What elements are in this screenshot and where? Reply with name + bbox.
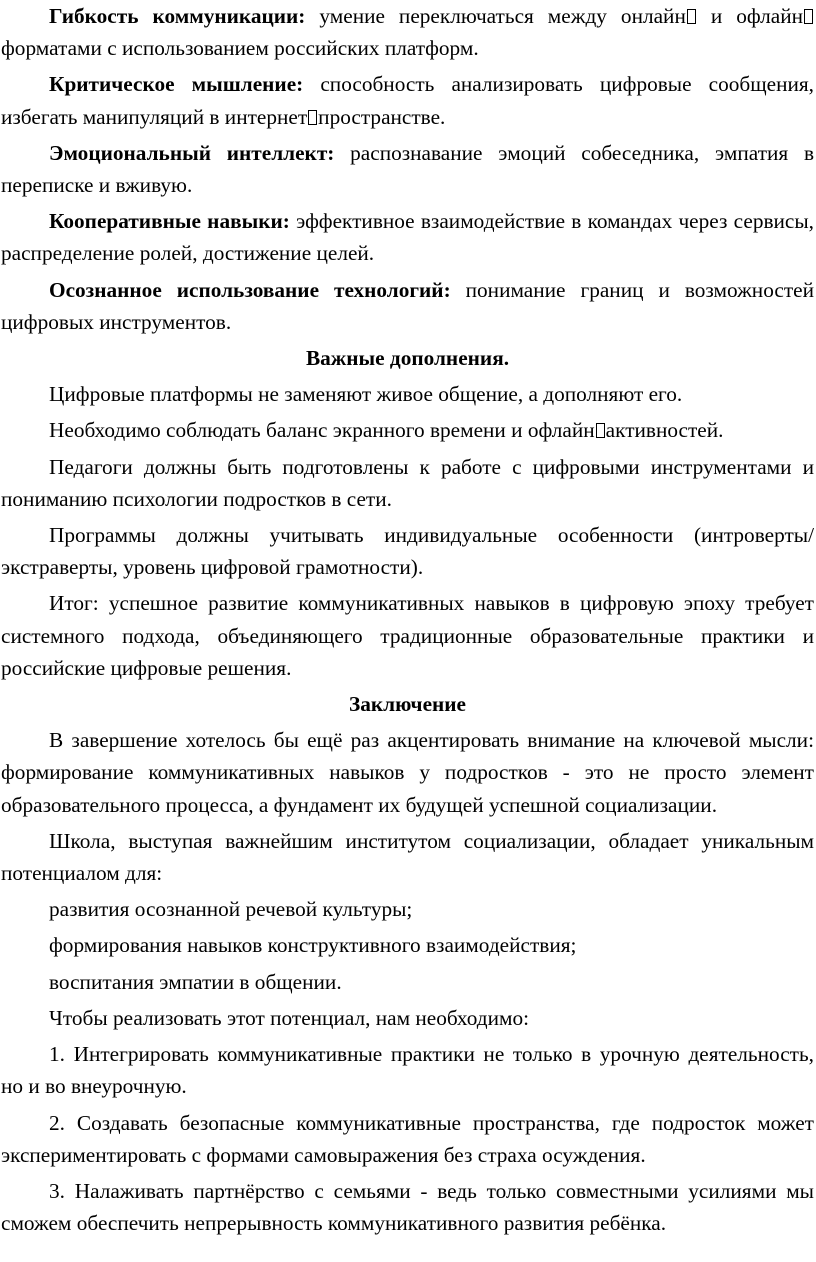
competency-term: Осознанное использование технологий: (49, 277, 451, 302)
conclusion-paragraph: Школа, выступая важнейшим институтом социализации, обладает уникальным потенциалом для: (1, 828, 814, 886)
competency-term: Эмоциональный интеллект: (49, 140, 335, 165)
competency-text: понимание границ и возможностей цифровых инструментов. (1, 277, 814, 334)
missing-glyph-icon (596, 423, 605, 438)
additions-paragraph: Цифровые платформы не заменяют живое общение, а дополняют его. (49, 382, 683, 407)
conclusion-paragraph: Чтобы реализовать этот потенциал, нам необходимо: (49, 1005, 530, 1030)
missing-glyph-icon (308, 110, 317, 125)
competency-term: Критическое мышление: (49, 72, 304, 97)
missing-glyph-icon (804, 9, 813, 24)
competency-text: способность анализировать цифровые сообщения, избегать манипуляций в интернет (1, 72, 814, 129)
competency-emotional-intelligence (1, 137, 814, 201)
competency-text: пространстве. (318, 104, 446, 129)
missing-glyph-icon (687, 9, 696, 24)
conclusion-paragraph: В завершение хотелось бы ещё раз акцентировать внимание на ключевой мысли: формирование коммуникативных навыков у подростков - это не просто элемент образовательного процесса, а фундамент их будущей успешной социализации. (1, 728, 814, 817)
additions-paragraph: Программы должны учитывать индивидуальные особенности (интроверты/экстраверты, уровень цифровой грамотности). (1, 523, 814, 580)
competency-text: форматами с использованием российских платформ. (1, 36, 479, 61)
additions-heading: Важные дополнения. (305, 346, 510, 371)
competency-text: распознавание эмоций собеседника, эмпатия в переписке и вживую. (1, 140, 815, 198)
paragraph-text: активностей. (605, 418, 724, 443)
numbered-step: 1. Интегрировать коммуникативные практики не только в урочную деятельность, но и во внеурочную. (1, 1042, 814, 1099)
list-item: развития осознанной речевой культуры; (49, 897, 413, 922)
additions-summary: Итог: успешное развитие коммуникативных навыков в цифровую эпоху требует системного подхода, объединяющего традиционные образовательные практики и российские цифровые решения. (1, 591, 814, 680)
competency-text: умение переключаться между онлайн (305, 4, 686, 28)
competency-text: и офлайн (696, 4, 804, 28)
additions-paragraph: Педагоги должны быть подготовлены к работе с цифровыми инструментами и пониманию психологии подростков в сети. (1, 454, 814, 511)
list-item: воспитания эмпатии в общении. (49, 969, 342, 994)
numbered-step: 3. Налаживать партнёрство с семьями - ведь только совместными усилиями мы сможем обеспечить непрерывность коммуникативного развития ребёнка. (1, 1178, 814, 1236)
competency-cooperation (1, 205, 814, 269)
numbered-step: 2. Создавать безопасные коммуникативные пространства, где подросток может экспериментировать с формами самовыражения без страха осуждения. (1, 1110, 814, 1167)
paragraph-text: Необходимо соблюдать баланс экранного времени и офлайн (49, 418, 595, 443)
competency-text: эффективное взаимодействие в командах через сервисы, распределение ролей, достижение целей. (1, 209, 814, 266)
conclusion-heading: Заключение (348, 692, 467, 717)
competency-term: Кооперативные навыки: (49, 209, 290, 234)
competency-critical-thinking (1, 68, 814, 132)
competency-term: Гибкость коммуникации: (49, 4, 306, 28)
list-item: формирования навыков конструктивного взаимодействия; (49, 933, 577, 958)
additions-paragraph (1, 414, 814, 446)
competency-flexibility (1, 0, 814, 64)
competency-technology (1, 274, 814, 338)
